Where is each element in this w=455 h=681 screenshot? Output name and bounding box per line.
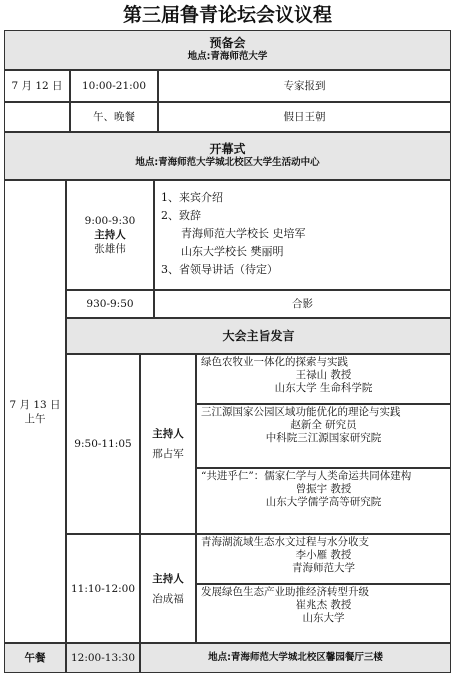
session1-time-cell	[66, 354, 140, 534]
host-name: 冶成福	[152, 592, 184, 605]
talk-speaker: 崔兆杰 教授	[295, 599, 352, 611]
opening-time-host-cell	[66, 180, 154, 290]
talk-org: 山东大学	[302, 612, 345, 624]
keynote-title: 大会主旨发言	[222, 329, 295, 343]
talk-speaker: 王禄山 教授	[295, 369, 352, 381]
date-cell-jul12	[4, 70, 70, 102]
photo-cell	[154, 290, 451, 318]
talk-title: “共进乎仁”：儒家仁学与人类命运共同体建构	[201, 470, 412, 482]
talk-item	[196, 584, 451, 643]
meal-time-text: 午、晚餐	[93, 111, 135, 123]
talk-title: 青海湖流域生态水文过程与水分收支	[201, 536, 369, 548]
lunch-location-cell	[140, 643, 451, 673]
lunch-time-cell	[66, 643, 140, 673]
content-cell	[158, 70, 451, 102]
pre-meeting-header	[4, 30, 451, 70]
talk-speaker: 李小雁 教授	[295, 549, 352, 561]
host-label: 主持人	[152, 572, 184, 585]
opening-program	[154, 180, 451, 290]
session1-host-cell	[140, 354, 196, 534]
location-label: 地点:	[208, 652, 231, 663]
date-cell-jul13	[4, 180, 66, 643]
talk-org: 中科院三江源国家研究院	[265, 432, 382, 444]
location-value: 青海师范大学城北校区大学生活动中心	[158, 157, 320, 168]
pre-meeting-title: 预备会	[209, 36, 246, 50]
session2-time-cell	[66, 534, 140, 643]
talk-title: 绿色农牧业一体化的探索与实践	[201, 356, 348, 368]
session1-time: 9:50-11:05	[74, 438, 132, 450]
host-name: 张雄伟	[94, 243, 126, 255]
time-cell	[70, 70, 158, 102]
talk-title: 发展绿色生态产业助推经济转型升级	[201, 586, 369, 598]
opening-location	[135, 156, 319, 170]
location-label: 地点:	[135, 157, 159, 168]
talk-item	[196, 534, 451, 584]
opening-header	[4, 132, 451, 180]
session2-host-cell	[140, 534, 196, 643]
talk-org: 青海师范大学	[292, 562, 355, 574]
location-value: 青海师范大学	[210, 51, 268, 62]
program-item: 2、致辞	[161, 209, 201, 222]
lunch-label: 午餐	[24, 652, 46, 664]
host-name: 邢占军	[152, 448, 184, 460]
talk-item	[196, 404, 451, 468]
opening-title: 开幕式	[209, 142, 246, 156]
date-jul12: 7 月 12 日	[11, 80, 63, 92]
session2-time: 11:10-12:00	[70, 582, 136, 595]
pre-meeting-location	[188, 50, 268, 64]
location-value: 青海师范大学城北校区馨园餐厅三楼	[230, 652, 383, 663]
program-item: 3、省领导讲话（待定）	[161, 263, 278, 276]
time-cell	[70, 102, 158, 132]
date-jul13: 7 月 13 日	[9, 398, 61, 411]
lunch-label-cell	[4, 643, 66, 673]
talk-item	[196, 468, 451, 534]
host-label: 主持人	[152, 428, 184, 440]
talk-item	[196, 354, 451, 404]
talk-org: 山东大学儒学高等研究院	[265, 496, 382, 508]
talk-speaker: 曾振宇 教授	[295, 483, 352, 495]
opening-time: 9:00-9:30	[84, 215, 136, 227]
photo-time-cell	[66, 290, 154, 318]
hotel-text: 假日王朝	[283, 111, 326, 123]
content-cell	[158, 102, 451, 132]
lunch-time: 12:00-13:30	[70, 652, 136, 664]
photo-time: 930-9:50	[86, 298, 134, 310]
date-jul13-period: 上午	[24, 412, 46, 425]
program-item: 青海师范大学校长 史培军	[181, 227, 306, 240]
keynote-header	[66, 318, 451, 354]
program-item: 1、来宾介绍	[161, 191, 223, 204]
time-text: 10:00-21:00	[81, 80, 147, 92]
talk-speaker: 赵新全 研究员	[290, 419, 357, 431]
empty-cell	[4, 102, 70, 132]
photo-text: 合影	[292, 298, 313, 310]
page-title: 第三届鲁青论坛会议议程	[122, 4, 332, 26]
talk-org: 山东大学 生命科学院	[274, 382, 373, 394]
talk-title: 三江源国家公园区域功能优化的理论与实践	[201, 406, 401, 418]
location-label: 地点:	[187, 51, 211, 62]
program-item: 山东大学校长 樊丽明	[181, 245, 284, 258]
lunch-location	[208, 651, 383, 665]
registration-text: 专家报到	[283, 80, 326, 92]
host-label: 主持人	[94, 229, 126, 241]
